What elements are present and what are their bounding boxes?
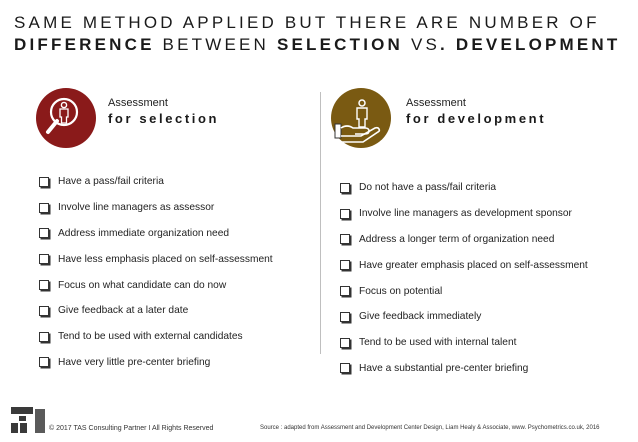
list-item-text: Focus on potential xyxy=(359,285,443,297)
development-list xyxy=(340,175,630,381)
checkbox-icon xyxy=(340,363,350,373)
list-item-text: Have less emphasis placed on self-assessment xyxy=(58,253,273,265)
list-item-text: Tend to be used with internal talent xyxy=(359,337,517,349)
hand-holding-person-icon xyxy=(331,88,391,148)
selection-heading-big: for selection xyxy=(108,111,220,126)
title-word-between: BETWEEN xyxy=(154,35,277,54)
development-heading xyxy=(406,96,546,128)
list-item-text: Address immediate organization need xyxy=(58,227,230,239)
title-word-development: . DEVELOPMENT xyxy=(440,35,621,54)
development-heading-small: Assessment xyxy=(406,97,466,109)
list-item-text: Address a longer term of organization need xyxy=(359,233,555,245)
checkbox-icon xyxy=(39,280,49,290)
checkbox-icon xyxy=(340,234,350,244)
list-item xyxy=(340,356,630,382)
list-item-text: Focus on what candidate can do now xyxy=(58,279,227,291)
list-item-text: Do not have a pass/fail criteria xyxy=(359,182,497,194)
list-item xyxy=(39,324,315,350)
list-item xyxy=(340,252,630,278)
slide-title xyxy=(14,12,626,56)
list-item xyxy=(340,201,630,227)
list-item-text: Give feedback immediately xyxy=(359,311,482,323)
checkbox-icon xyxy=(39,203,49,213)
person-magnifier-icon xyxy=(36,88,96,148)
list-item xyxy=(39,350,315,376)
development-badge xyxy=(331,88,391,148)
list-item xyxy=(340,330,630,356)
title-word-selection: SELECTION xyxy=(276,35,404,54)
column-divider xyxy=(320,92,321,354)
list-item-text: Tend to be used with external candidates xyxy=(58,331,243,343)
list-item-text: Have a pass/fail criteria xyxy=(58,176,164,188)
selection-badge xyxy=(36,88,96,148)
list-item xyxy=(340,227,630,253)
list-item-text: Involve line managers as assessor xyxy=(58,202,215,214)
checkbox-icon xyxy=(340,286,350,296)
company-logo xyxy=(11,405,45,435)
list-item-text: Have a substantial pre-center briefing xyxy=(359,362,529,374)
list-item xyxy=(340,175,630,201)
list-item xyxy=(340,278,630,304)
title-line-1: SAME METHOD APPLIED BUT THERE ARE NUMBER OF xyxy=(14,13,600,32)
list-item-text: Give feedback at a later date xyxy=(58,305,189,317)
checkbox-icon xyxy=(39,357,49,367)
list-item xyxy=(39,169,315,195)
list-item xyxy=(39,221,315,247)
list-item-text: Have greater emphasis placed on self-assessment xyxy=(359,259,588,271)
footer-source: Source : adapted from Assessment and Development Center Design, Liam Healy & Associate, www. Psychometrics.co.uk, 2016 xyxy=(260,425,600,431)
list-item xyxy=(39,298,315,324)
selection-heading-small: Assessment xyxy=(108,97,168,109)
checkbox-icon xyxy=(39,254,49,264)
list-item-text: Have very little pre-center briefing xyxy=(58,356,211,368)
list-item xyxy=(340,304,630,330)
footer-copyright: © 2017 TAS Consulting Partner I All Rights Reserved xyxy=(49,425,214,432)
checkbox-icon xyxy=(39,332,49,342)
selection-list xyxy=(39,169,315,375)
checkbox-icon xyxy=(39,177,49,187)
title-word-vs: VS xyxy=(403,35,441,54)
checkbox-icon xyxy=(340,183,350,193)
development-heading-big: for development xyxy=(406,111,547,126)
title-line-2 xyxy=(14,34,626,56)
checkbox-icon xyxy=(39,306,49,316)
checkbox-icon xyxy=(340,338,350,348)
checkbox-icon xyxy=(39,228,49,238)
list-item-text: Involve line managers as development sponsor xyxy=(359,208,572,220)
selection-heading xyxy=(108,96,219,128)
list-item xyxy=(39,272,315,298)
list-item xyxy=(39,195,315,221)
checkbox-icon xyxy=(340,260,350,270)
checkbox-icon xyxy=(340,209,350,219)
list-item xyxy=(39,246,315,272)
checkbox-icon xyxy=(340,312,350,322)
title-word-difference: DIFFERENCE xyxy=(14,35,155,54)
